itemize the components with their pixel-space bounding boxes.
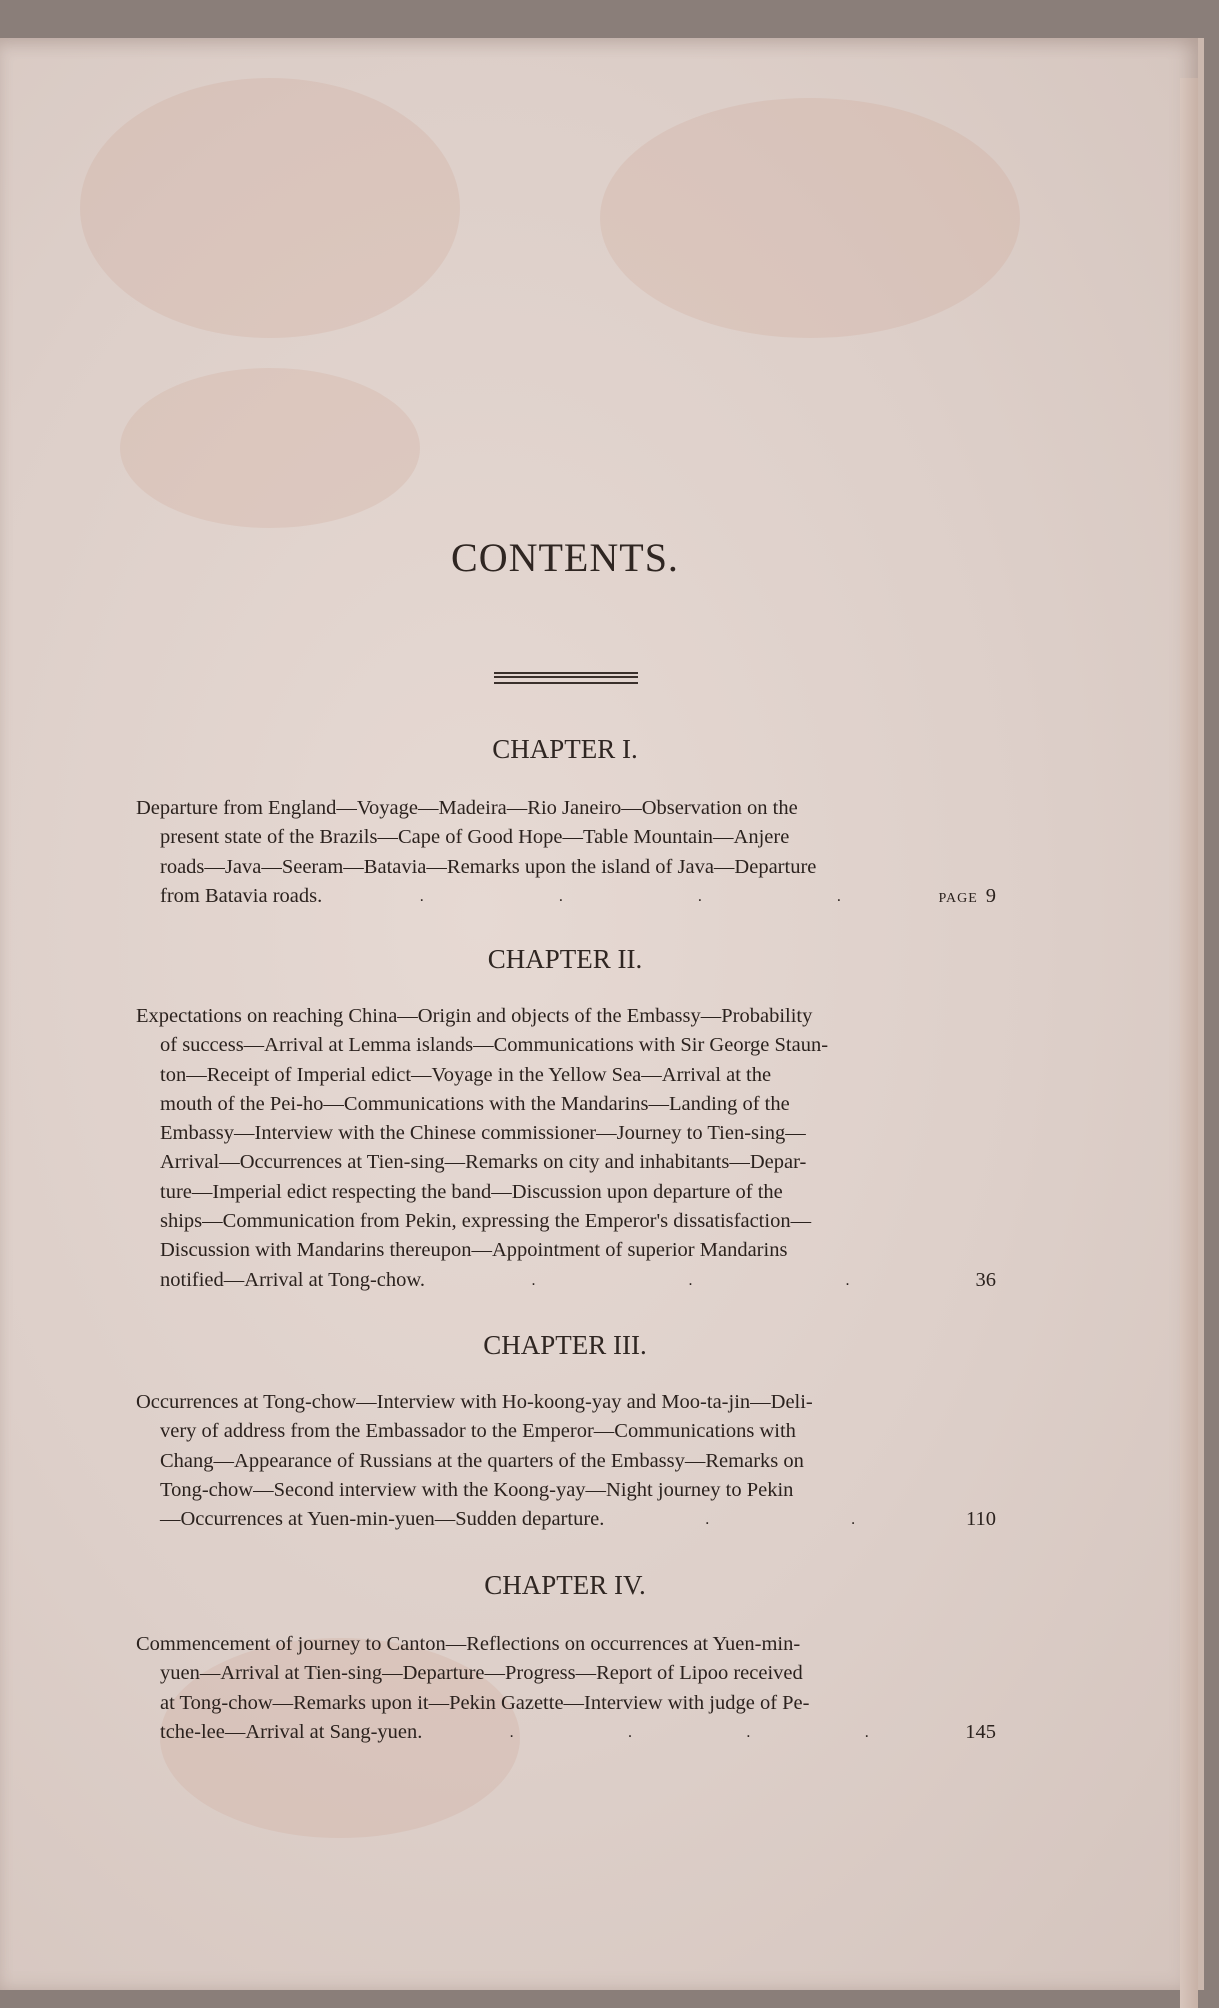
entry-line: Discussion with Mandarins thereupon—Appointment of superior Mandarins [160,1239,788,1262]
chapter-entry [136,1388,996,1534]
entry-line: Expectations on reaching China—Origin and objects of the Embassy—Probability [136,1005,813,1027]
entry-line-last [136,1266,996,1295]
chapter-entry [136,1630,996,1747]
entry-line: ture—Imperial edict respecting the band—Discussion upon departure of the [160,1180,783,1203]
page-number: 36 [975,1268,996,1291]
page-label: PAGE [938,890,978,906]
page-value: 9 [985,884,996,907]
page-number [938,882,996,913]
leader-dots: . . . . [509,1723,869,1741]
leader-dots: . . . [531,1271,850,1289]
chapter-entry [136,794,996,913]
entry-line-last [136,882,996,913]
entry-text: from Batavia roads. [160,884,323,907]
chapter-heading: CHAPTER III. [483,1330,647,1360]
entry-line: Occurrences at Tong-chow—Interview with Ho-koong-yay and Moo-ta-jin—Deli- [136,1391,813,1413]
entry-line: Embassy—Interview with the Chinese commissioner—Journey to Tien-sing— [160,1122,806,1145]
entry-text: —Occurrences at Yuen-min-yuen—Sudden departure. [160,1508,605,1531]
chapter-entry [136,1002,996,1295]
entry-line: at Tong-chow—Remarks upon it—Pekin Gazette—Interview with judge of Pe- [160,1691,810,1714]
foxing-stain [80,78,460,338]
foxing-stain [120,368,420,528]
foxing-stain [600,98,1020,338]
entry-line: mouth of the Pei-ho—Communications with the Mandarins—Landing of the [160,1092,790,1115]
entry-line: of success—Arrival at Lemma islands—Communications with Sir George Staun- [160,1034,829,1057]
entry-line: ships—Communication from Pekin, expressing the Emperor's dissatisfaction— [160,1210,812,1233]
chapter-heading: CHAPTER I. [492,734,638,764]
entry-line: Commencement of journey to Canton—Reflections on occurrences at Yuen-min- [136,1633,801,1655]
entry-line: ton—Receipt of Imperial edict—Voyage in the Yellow Sea—Arrival at the [160,1063,772,1086]
entry-text: notified—Arrival at Tong-chow. [160,1268,425,1291]
leader-dots: . . [705,1511,856,1529]
page-number: 145 [965,1720,996,1743]
entry-line-last [136,1505,996,1534]
page-title: CONTENTS. [451,535,679,580]
page-number: 110 [966,1508,996,1531]
page-edge [1180,78,1198,2008]
entry-line: Tong-chow—Second interview with the Koong-yay—Night journey to Pekin [160,1478,794,1501]
entry-line: Arrival—Occurrences at Tien-sing—Remarks on city and inhabitants—Depar- [160,1151,807,1174]
leader-dots: . . . . [419,887,841,905]
entry-line: Departure from England—Voyage—Madeira—Rio Janeiro—Observation on the [136,797,798,819]
title-rule [494,672,638,684]
book-page [0,38,1204,1990]
entry-line: yuen—Arrival at Tien-sing—Departure—Progress—Report of Lipoo received [160,1662,803,1685]
entry-text: tche-lee—Arrival at Sang-yuen. [160,1720,423,1743]
entry-line: roads—Java—Seeram—Batavia—Remarks upon the island of Java—Departure [160,855,817,878]
entry-line: Chang—Appearance of Russians at the quarters of the Embassy—Remarks on [160,1449,804,1472]
entry-line: very of address from the Embassador to the Emperor—Communications with [160,1420,796,1443]
entry-line-last [136,1718,996,1747]
entry-line: present state of the Brazils—Cape of Good Hope—Table Mountain—Anjere [160,826,790,849]
chapter-heading: CHAPTER II. [487,944,643,974]
chapter-heading: CHAPTER IV. [484,1570,646,1600]
